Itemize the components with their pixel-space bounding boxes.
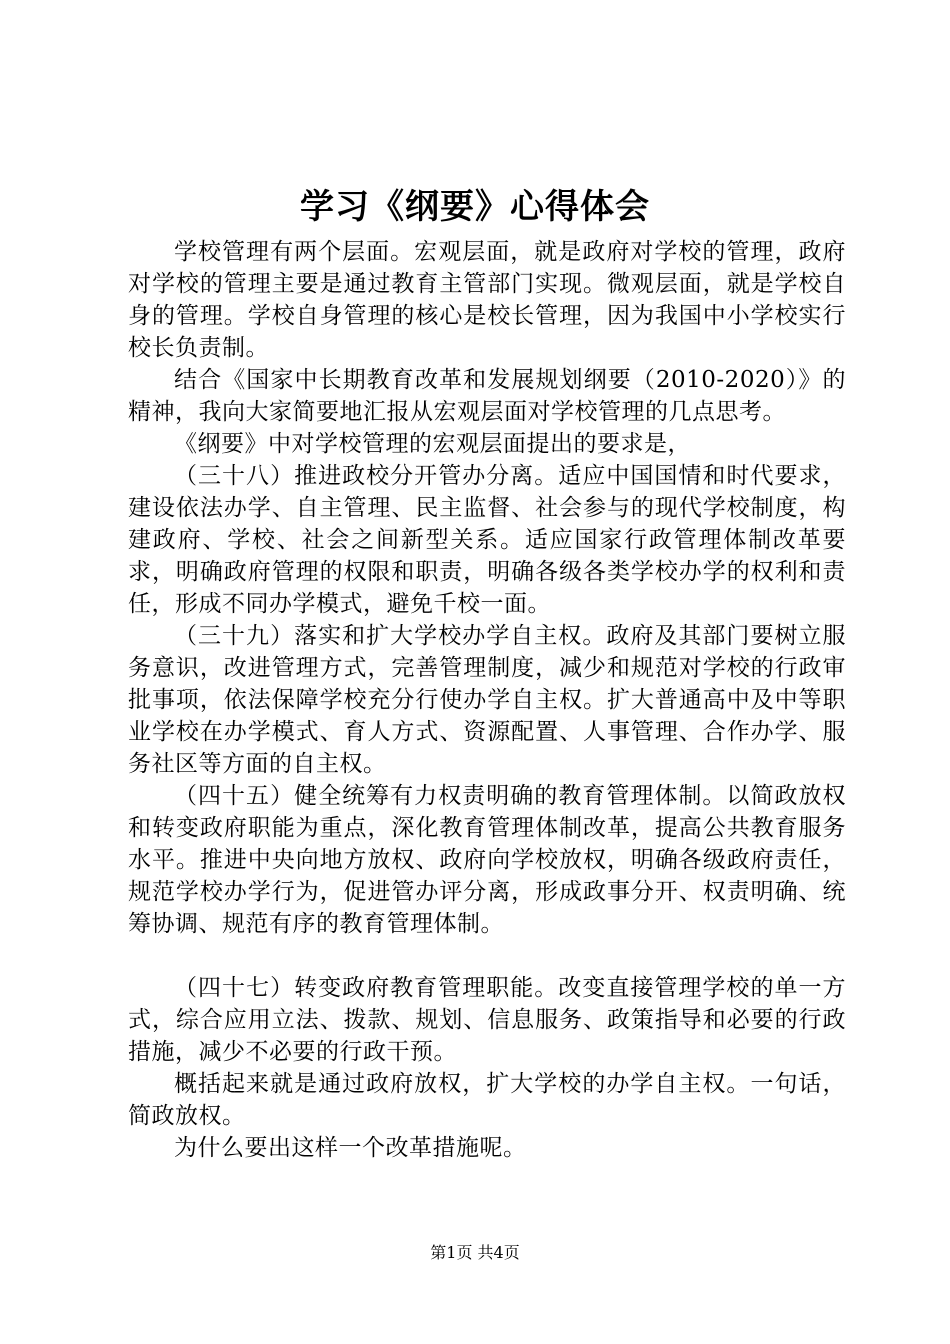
paragraph: 概括起来就是通过政府放权，扩大学校的办学自主权。一句话，简政放权。 [128, 1071, 846, 1129]
paragraph: （四十五）健全统筹有力权责明确的教育管理体制。以简政放权和转变政府职能为重点，深化教育管理体制改革，提高公共教育服务水平。推进中央向地方放权、政府向学校放权，明确各级政府责任，规范学校办学行为，促进管办评分离，形成政事分开、权责明确、统筹协调、规范有序的教育管理体制。 [128, 783, 846, 937]
paragraph: 学校管理有两个层面。宏观层面，就是政府对学校的管理，政府对学校的管理主要是通过教育主管部门实现。微观层面，就是学校自身的管理。学校自身管理的核心是校长管理，因为我国中小学校实行校长负责制。 [128, 239, 846, 361]
paragraph: 为什么要出这样一个改革措施呢。 [174, 1135, 527, 1161]
paragraph: （三十九）落实和扩大学校办学自主权。政府及其部门要树立服务意识，改进管理方式，完善管理制度，减少和规范对学校的行政审批事项，依法保障学校充分行使办学自主权。扩大普通高中及中等职业学校在办学模式、育人方式、资源配置、人事管理、合作办学、服务社区等方面的自主权。 [128, 623, 846, 777]
paragraph: （三十八）推进政校分开管办分离。适应中国国情和时代要求，建设依法办学、自主管理、民主监督、社会参与的现代学校制度，构建政府、学校、社会之间新型关系。适应国家行政管理体制改革要求，明确政府管理的权限和职责，明确各级各类学校办学的权利和责任，形成不同办学模式，避免千校一面。 [128, 463, 846, 617]
paragraph: （四十七）转变政府教育管理职能。改变直接管理学校的单一方式，综合应用立法、拨款、规划、信息服务、政策指导和必要的行政措施，减少不必要的行政干预。 [128, 975, 846, 1065]
page-footer: 第1页 共4页 [430, 1243, 520, 1262]
document-body [128, 236, 846, 1164]
paragraph: 结合《国家中长期教育改革和发展规划纲要（2010-2020）》的精神，我向大家简要地汇报从宏观层面对学校管理的几点思考。 [128, 367, 846, 425]
document-title: 学习《纲要》心得体会 [300, 187, 650, 227]
paragraph: 《纲要》中对学校管理的宏观层面提出的要求是， [174, 431, 691, 457]
